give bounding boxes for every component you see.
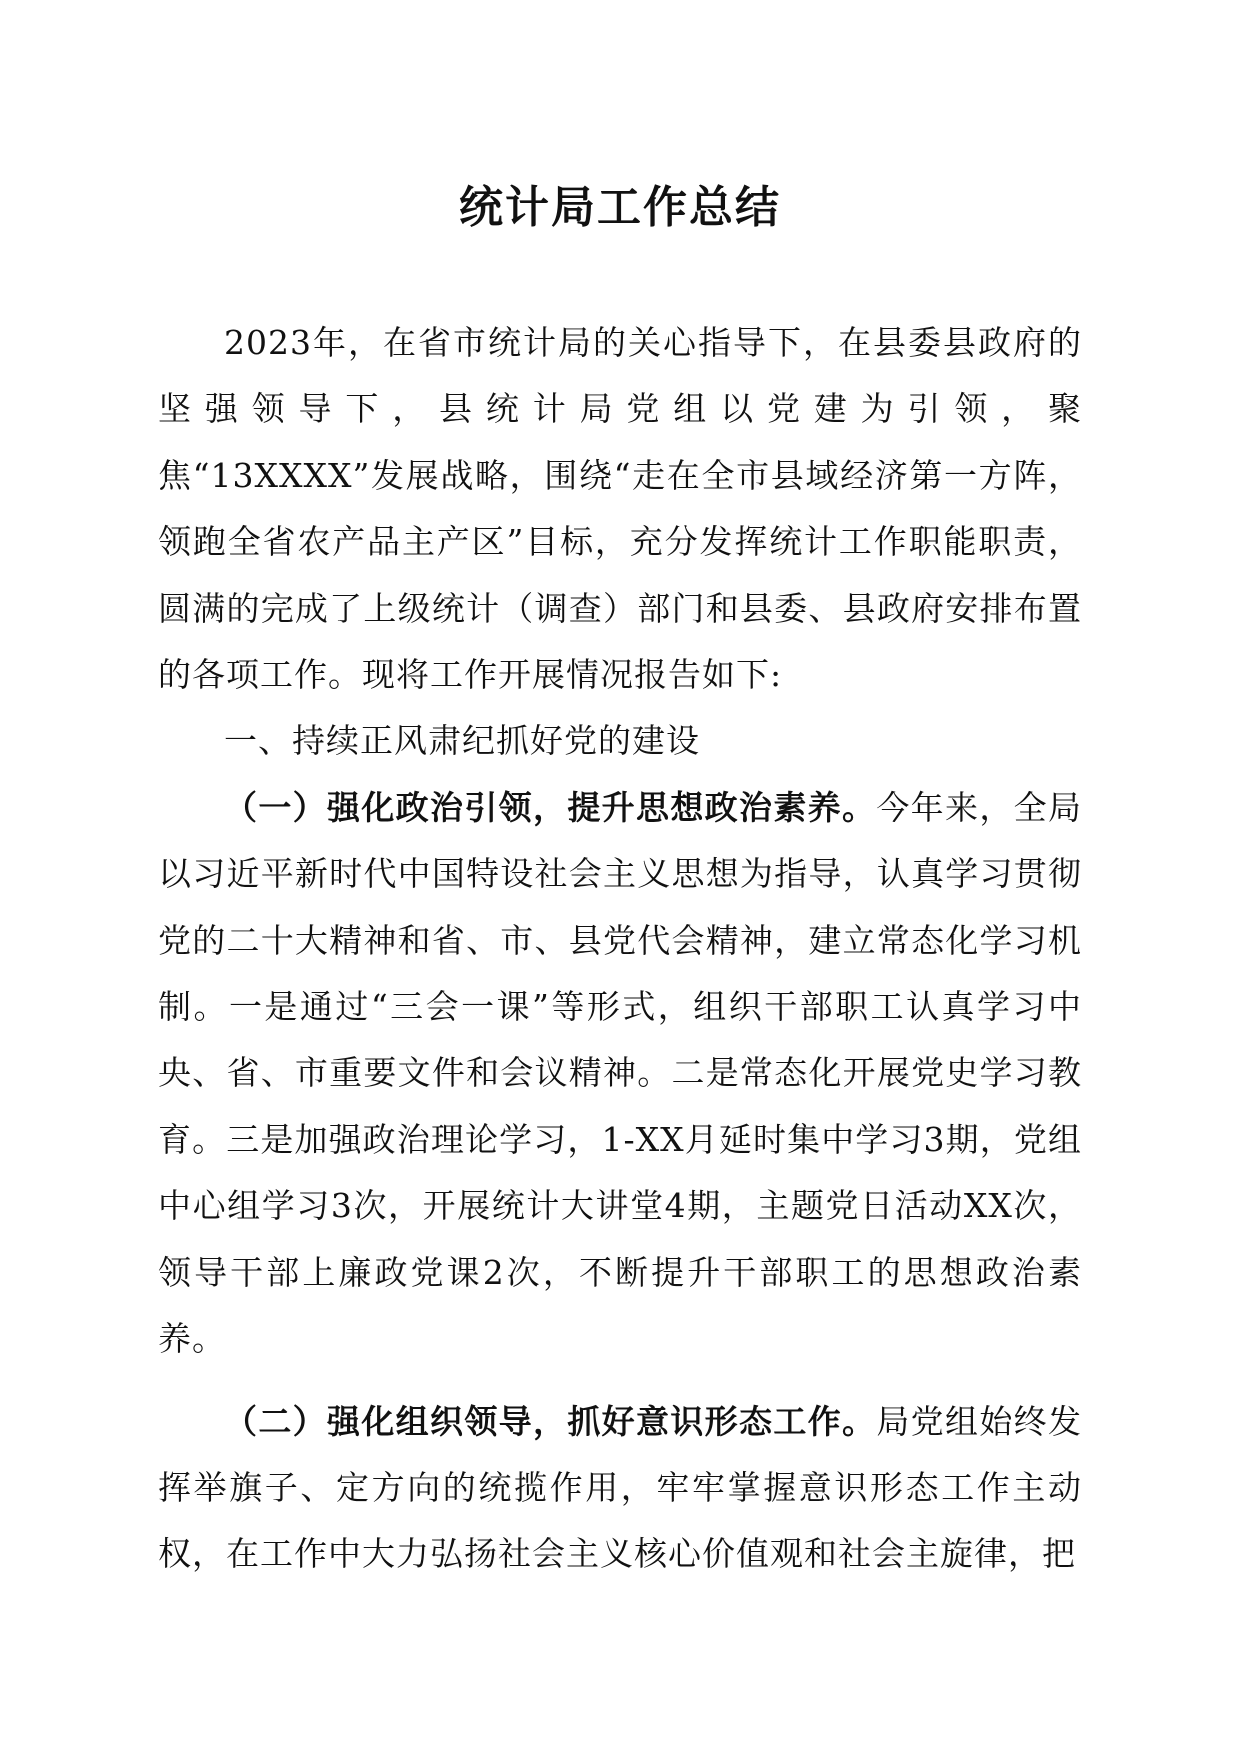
section-heading-1: 一、持续正风肃纪抓好党的建设 (224, 721, 700, 761)
subsection-paragraph-2 (158, 1389, 1082, 1588)
subsection-lead-1: （一）强化政治引领，提升思想政治素养。 (224, 787, 877, 827)
document-body (158, 310, 1082, 1588)
subsection-paragraph-1 (158, 775, 1082, 1373)
subsection-text-1: 今年来，全局以习近平新时代中国特设社会主义思想为指导，认真学习贯彻党的二十大精神和省、市、县党代会精神，建立常态化学习机制。一是通过“三会一课”等形式，组织干部职工认真学习中央、省、市重要文件和会议精神。二是常态化开展党史学习教育。三是加强政治理论学习，1-XX月延时集中学习3期，党组中心组学习3次，开展统计大讲堂4期，主题党日活动XX次，领导干部上廉政党课2次，不断提升干部职工的思想政治素养。 (158, 787, 1083, 1359)
subsection-text-2: 局党组始终发挥举旗子、定方向的统揽作用，牢牢掌握意识形态工作主动权，在工作中大力弘扬社会主义核心价值观和社会主旋律，把 (158, 1401, 1083, 1574)
document-title: 统计局工作总结 (459, 182, 781, 233)
paragraph-spacer (158, 1373, 1082, 1389)
subsection-lead-2: （二）强化组织领导，抓好意识形态工作。 (224, 1401, 877, 1441)
intro-paragraph: 2023年，在省市统计局的关心指导下，在县委县政府的坚强领导下，县统计局党组以党建为引领，聚焦“13XXXX”发展战略，围绕“走在全市县域经济第一方阵，领跑全省农产品主产区”目标，充分发挥统计工作职能职责，圆满的完成了上级统计（调查）部门和县委、县政府安排布置的各项工作。现将工作开展情况报告如下: (158, 323, 1082, 695)
